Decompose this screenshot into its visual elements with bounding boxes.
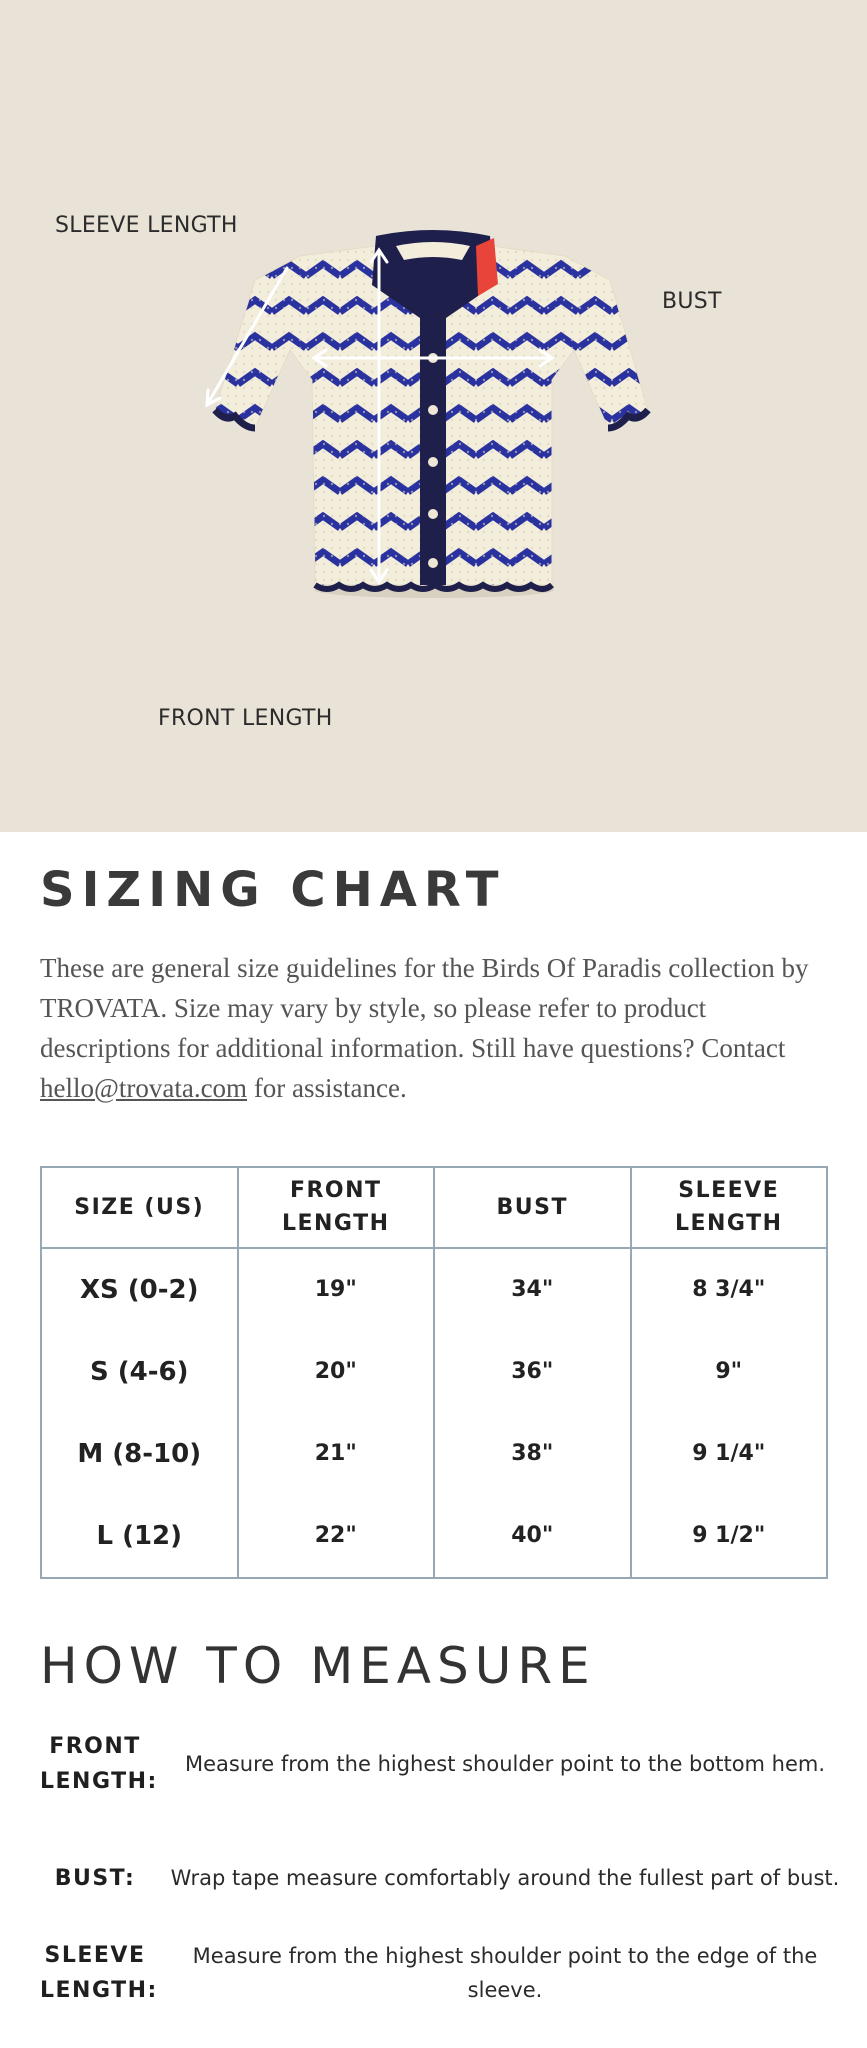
cell-sleeve: 9 1/2" xyxy=(631,1495,828,1578)
cell-front: 19" xyxy=(238,1248,435,1331)
intro-text: These are general size guidelines for the Birds Of Paradis collection by TROVATA. Size may vary by style, so please refer to product descriptions for additional information. Still have questions? Contact xyxy=(40,952,809,1063)
cell-size: M (8-10) xyxy=(41,1413,238,1495)
contact-email-link[interactable]: hello@trovata.com xyxy=(40,1072,248,1103)
header-front-length xyxy=(238,1167,435,1248)
cell-bust: 38" xyxy=(434,1413,631,1495)
measure-text: Measure from the highest shoulder point to the edge of the sleeve. xyxy=(192,1943,818,2002)
product-diagram xyxy=(0,0,867,832)
header-sleeve-length xyxy=(631,1167,828,1248)
shirt-illustration xyxy=(0,0,867,832)
cell-front: 20" xyxy=(238,1331,435,1413)
measure-label: SLEEVE LENGTH: xyxy=(40,1942,158,2003)
cell-bust: 34" xyxy=(434,1248,631,1331)
header-size: SIZE (US) xyxy=(41,1167,238,1248)
cell-front: 21" xyxy=(238,1413,435,1495)
header-sleeve-length-text: SLEEVE LENGTH xyxy=(674,1178,783,1237)
measure-label: BUST: xyxy=(54,1865,136,1891)
table-row xyxy=(41,1495,827,1578)
intro-paragraph xyxy=(40,948,840,1108)
how-to-measure-title: HOW TO MEASURE xyxy=(40,1636,596,1695)
cell-size: S (4-6) xyxy=(41,1331,238,1413)
cell-sleeve: 9 1/4" xyxy=(631,1413,828,1495)
sizing-content xyxy=(0,832,867,2008)
cell-bust: 40" xyxy=(434,1495,631,1578)
measure-item-sleeve-length xyxy=(40,1938,840,2008)
cell-sleeve: 8 3/4" xyxy=(631,1248,828,1331)
measure-text: Wrap tape measure comfortably around the fullest part of bust. xyxy=(170,1866,840,1891)
measure-item-front-length xyxy=(40,1729,840,1799)
cell-bust: 36" xyxy=(434,1331,631,1413)
table-header-row xyxy=(41,1167,827,1248)
label-sleeve-length: SLEEVE LENGTH xyxy=(55,213,238,238)
table-row xyxy=(41,1331,827,1413)
cell-size: XS (0-2) xyxy=(41,1248,238,1331)
header-bust: BUST xyxy=(434,1167,631,1248)
sizing-chart-title: SIZING CHART xyxy=(40,862,506,918)
button-placket xyxy=(420,300,446,585)
measure-item-bust xyxy=(40,1861,840,1896)
label-front-length: FRONT LENGTH xyxy=(158,706,333,731)
cell-front: 22" xyxy=(238,1495,435,1578)
cell-sleeve: 9" xyxy=(631,1331,828,1413)
cell-size: L (12) xyxy=(41,1495,238,1578)
header-front-length-text: FRONT LENGTH xyxy=(281,1178,390,1237)
measure-label: FRONT LENGTH: xyxy=(40,1733,158,1794)
intro-suffix: for assistance. xyxy=(247,1072,407,1103)
label-bust: BUST xyxy=(662,289,722,314)
table-row xyxy=(41,1413,827,1495)
measure-text: Measure from the highest shoulder point to the bottom hem. xyxy=(184,1751,826,1776)
table-row xyxy=(41,1248,827,1331)
size-table xyxy=(40,1166,828,1579)
